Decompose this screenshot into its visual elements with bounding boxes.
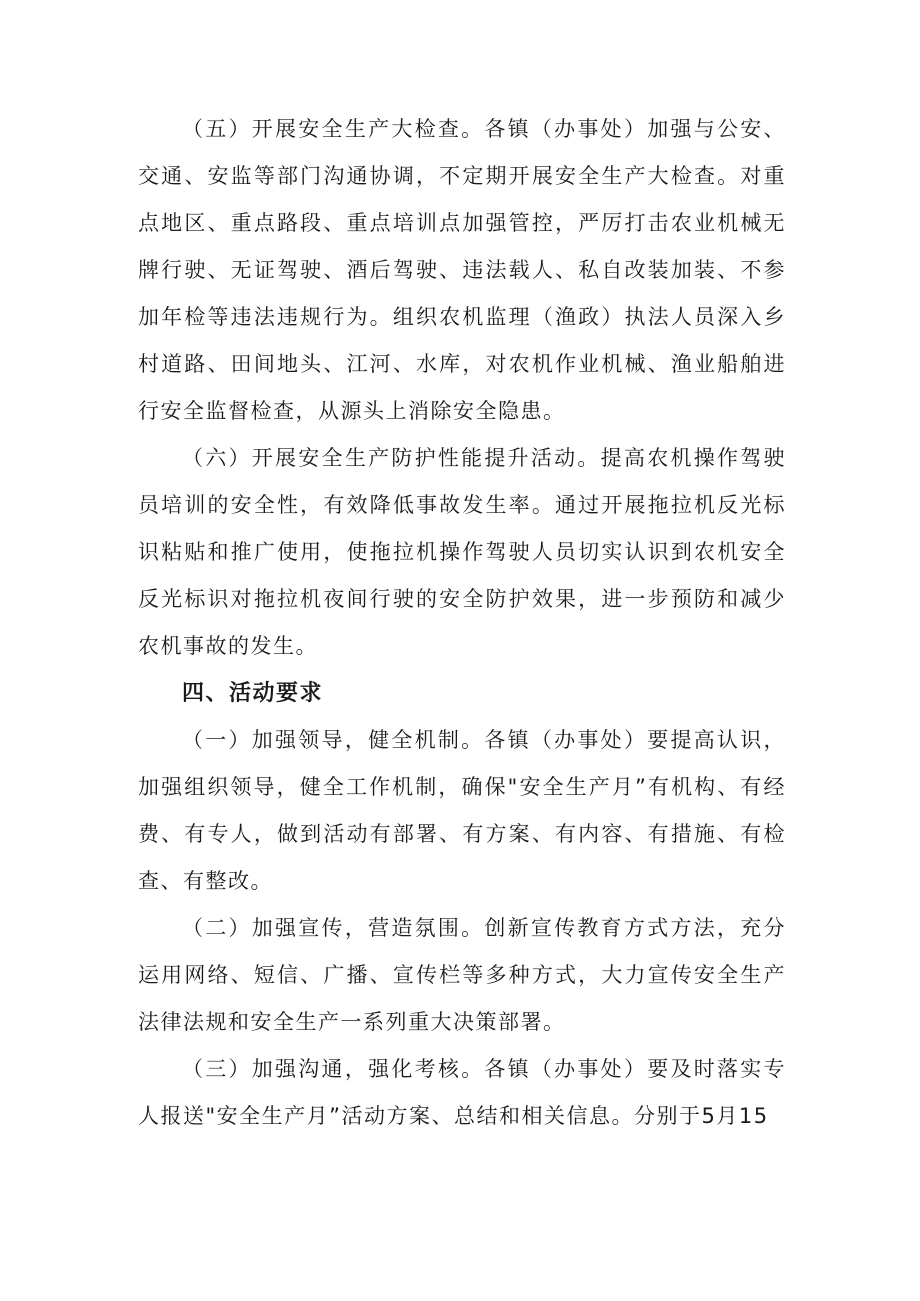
section-heading: 四、活动要求 [182, 681, 324, 706]
paragraph-protection: （六）开展安全生产防护性能提升活动。提高农机操作驾驶员培训的安全性，有效降低事故发生率。通过开展拖拉机反光标识粘贴和推广使用，使拖拉机操作驾驶人员切实认识到农机安全反光标识对拖拉机夜间行驶的安全防护效果，进一步预防和减少农机事故的发生。 [138, 446, 786, 658]
document-body [138, 106, 786, 1140]
requirement-leadership: （一）加强领导，健全机制。各镇（办事处）要提高认识，加强组织领导，健全工作机制，确保"安全生产月”有机构、有经费、有专人，做到活动有部署、有方案、有内容、有措施、有检查、有整改。 [138, 728, 786, 893]
paragraph-inspection: （五）开展安全生产大检查。各镇（办事处）加强与公安、交通、安监等部门沟通协调，不定期开展安全生产大检查。对重点地区、重点路段、重点培训点加强管控，严厉打击农业机械无牌行驶、无证驾驶、酒后驾驶、违法载人、私自改装加装、不参加年检等违法违规行为。组织农机监理（渔政）执法人员深入乡村道路、田间地头、江河、水库，对农机作业机械、渔业船舶进行安全监督检查，从源头上消除安全隐患。 [138, 117, 786, 423]
requirement-communication: （三）加强沟通，强化考核。各镇（办事处）要及时落实专人报送"安全生产月”活动方案、总结和相关信息。分别于5月15 [138, 1057, 786, 1128]
requirement-publicity: （二）加强宣传，营造氛围。创新宣传教育方式方法，充分运用网络、短信、广播、宣传栏等多种方式，大力宣传安全生产法律法规和安全生产一系列重大决策部署。 [138, 916, 786, 1034]
